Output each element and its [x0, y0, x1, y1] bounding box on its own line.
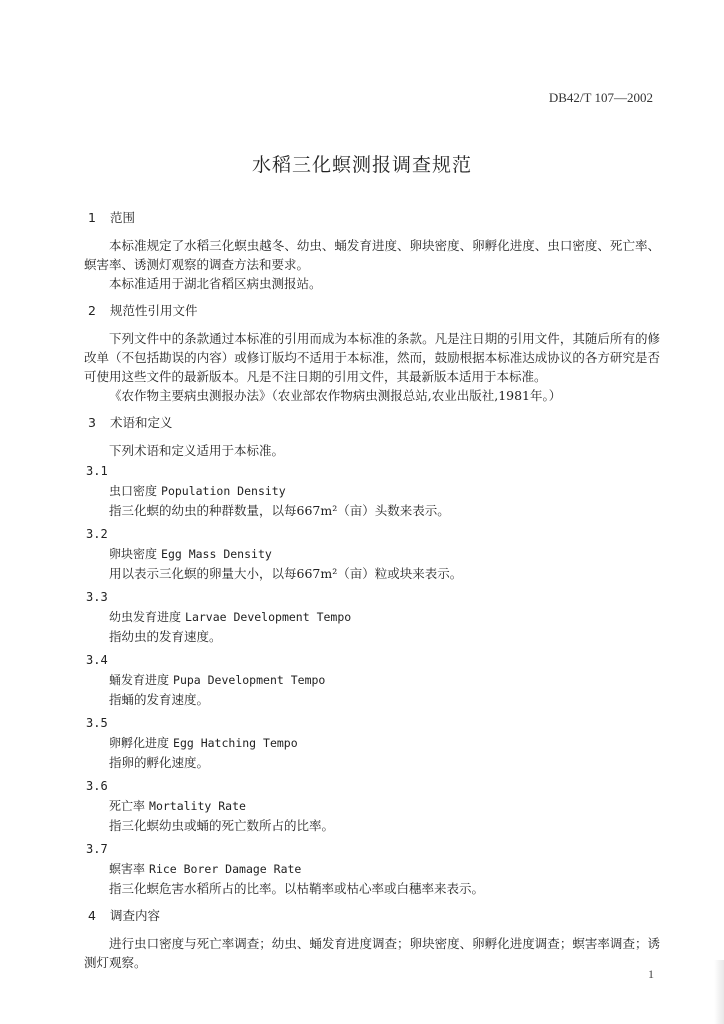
term-title [109, 860, 660, 879]
term-entry [84, 777, 660, 835]
term-number: 3.3 [86, 590, 108, 604]
term-definition: 用以表示三化螟的卵量大小，以每667m²（亩）粒或块来表示。 [109, 566, 463, 581]
term-definition: 指三化螟危害水稻所占的比率。以枯鞘率或枯心率或白穗率来表示。 [109, 881, 485, 896]
term-definition: 指三化螟幼虫或蛹的死亡数所占的比率。 [109, 818, 335, 833]
term-en: Mortality Rate [149, 799, 246, 813]
section-scope [84, 208, 660, 293]
paragraph: 本标准适用于湖北省稻区病虫测报站。 [109, 276, 322, 291]
standard-code: DB42/T 107—2002 [548, 90, 653, 105]
section-heading [88, 413, 660, 432]
section-title: 范围 [110, 210, 136, 225]
term-number: 3.5 [86, 716, 108, 730]
term-entry [84, 840, 660, 898]
document-body [84, 208, 660, 980]
section-title: 术语和定义 [110, 415, 173, 430]
term-definition: 指三化螟的幼虫的种群数量，以每667m²（亩）头数来表示。 [109, 503, 450, 518]
paragraph: 进行虫口密度与死亡率调查；幼虫、蛹发育进度调查；卵块密度、卵孵化进度调查；螟害率调查；诱测灯观察。 [84, 936, 660, 970]
term-entry [84, 651, 660, 709]
term-cn: 死亡率 [109, 799, 146, 813]
section-title: 规范性引用文件 [110, 303, 198, 318]
section-title: 调查内容 [110, 908, 161, 923]
term-definition: 指卵的孵化速度。 [109, 755, 210, 770]
term-cn: 蛹发育进度 [109, 673, 170, 687]
term-entry [84, 714, 660, 772]
term-number: 3.4 [86, 653, 108, 667]
section-normative-references [84, 301, 660, 405]
term-cn: 幼虫发育进度 [109, 610, 182, 624]
section-number: 4 [88, 908, 96, 923]
section-terms-definitions [84, 413, 660, 898]
term-number: 3.2 [86, 527, 108, 541]
reference-citation: 《农作物主要病虫测报办法》（农业部农作物病虫测报总站,农业出版社,1981年。） [109, 388, 562, 403]
term-en: Larvae Development Tempo [185, 610, 352, 624]
term-entry [84, 462, 660, 520]
section-heading [88, 208, 660, 227]
document-title: 水稻三化螟测报调查规范 [251, 154, 472, 176]
term-en: Egg Mass Density [161, 547, 272, 561]
term-title [109, 545, 660, 564]
paragraph: 本标准规定了水稻三化螟虫越冬、幼虫、蛹发育进度、卵块密度、卵孵化进度、虫口密度、死亡率、螟害率、诱测灯观察的调查方法和要求。 [84, 238, 660, 272]
section-number: 2 [88, 303, 96, 318]
section-heading [88, 301, 660, 320]
term-en: Pupa Development Tempo [173, 673, 326, 687]
term-definition: 指蛹的发育速度。 [109, 692, 210, 707]
page-number: 1 [648, 967, 654, 981]
term-title [109, 734, 660, 753]
term-cn: 卵孵化进度 [109, 736, 170, 750]
term-number: 3.6 [86, 779, 108, 793]
term-definition: 指幼虫的发育速度。 [109, 629, 222, 644]
term-cn: 螟害率 [109, 862, 146, 876]
paragraph: 下列术语和定义适用于本标准。 [109, 443, 285, 458]
term-entry [84, 525, 660, 583]
term-en: Egg Hatching Tempo [173, 736, 298, 750]
section-survey-content [84, 906, 660, 972]
term-title [109, 797, 660, 816]
paragraph: 下列文件中的条款通过本标准的引用而成为本标准的条款。凡是注日期的引用文件，其随后所有的修改单（不包括勘误的内容）或修订版均不适用于本标准，然而，鼓励根据本标准达成协议的各方研究是否可使用这些文件的最新版本。凡是不注日期的引用文件，其最新版本适用于本标准。 [84, 331, 660, 384]
term-title [109, 482, 660, 501]
term-entry [84, 588, 660, 646]
section-number: 1 [88, 210, 96, 225]
scan-edge-shadow [714, 960, 724, 1024]
term-title [109, 608, 660, 627]
term-en: Rice Borer Damage Rate [149, 862, 302, 876]
term-cn: 卵块密度 [109, 547, 158, 561]
term-number: 3.7 [86, 842, 108, 856]
term-en: Population Density [161, 484, 286, 498]
section-number: 3 [88, 415, 96, 430]
section-heading [88, 906, 660, 925]
term-number: 3.1 [86, 464, 108, 478]
term-title [109, 671, 660, 690]
term-cn: 虫口密度 [109, 484, 158, 498]
